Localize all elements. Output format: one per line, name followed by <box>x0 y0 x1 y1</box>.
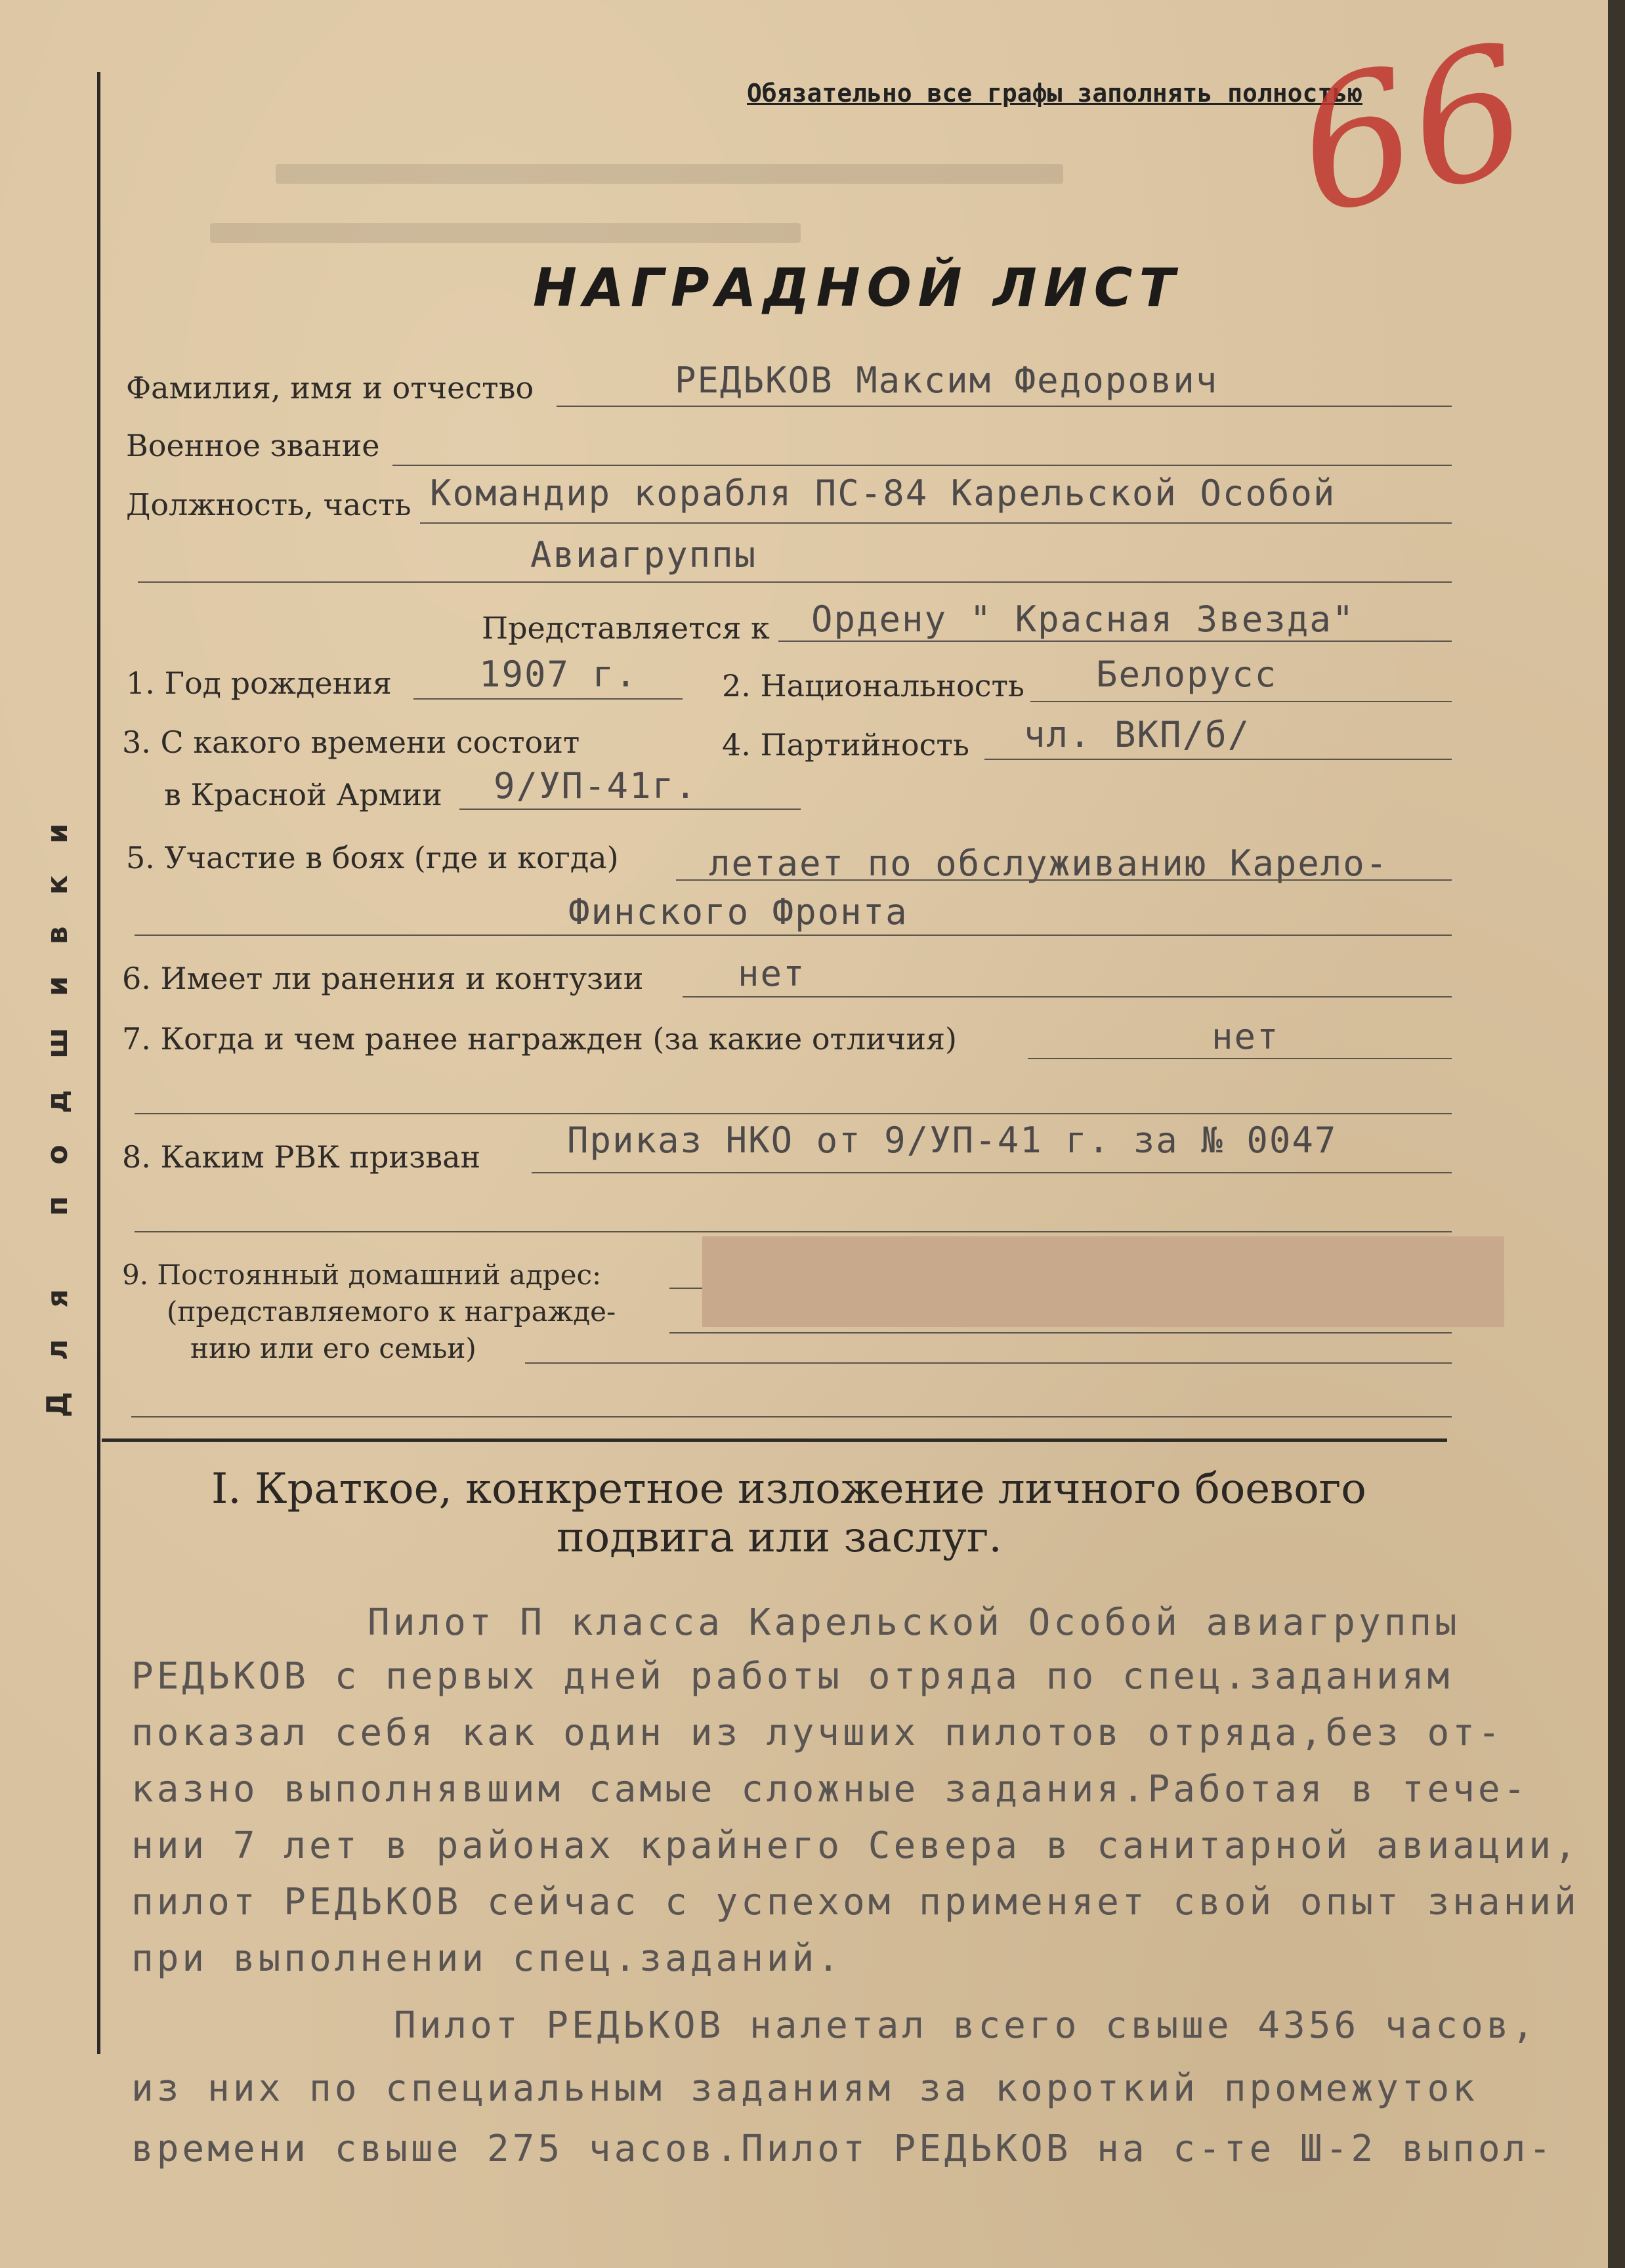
conscription-value: Приказ НКО от 9/УП-41 г. за № 0047 <box>567 1120 1338 1161</box>
nationality-label: 2. Национальность <box>722 668 1024 704</box>
party-underline <box>984 759 1452 760</box>
battles-value-line1: летает по обслуживанию Карело- <box>709 843 1389 884</box>
full-name-label: Фамилия, имя и отчество <box>126 370 534 406</box>
wounds-label: 6. Имеет ли ранения и контузии <box>122 961 644 996</box>
rank-label: Военное звание <box>126 428 380 463</box>
full-name-value: РЕДЬКОВ Максим Федорович <box>675 360 1219 401</box>
service-since-label-line2: в Красной Армии <box>164 777 442 812</box>
scan-edge <box>1608 0 1625 2268</box>
nationality-underline <box>1030 701 1452 702</box>
nationality-value: Белорусс <box>1096 654 1278 695</box>
party-label: 4. Партийность <box>722 727 969 763</box>
body-line: казно выполнявшим самые сложные задания.Работая в тече- <box>131 1768 1529 1811</box>
rank-underline <box>392 465 1452 466</box>
conscription-underline-2 <box>135 1231 1452 1232</box>
party-value: чл. ВКП/б/ <box>1024 714 1251 755</box>
conscription-underline-1 <box>532 1172 1452 1173</box>
body-line: нии 7 лет в районах крайнего Севера в санитарной авиации, <box>131 1824 1580 1867</box>
address-label-line2: (представляемого к награжде- <box>167 1295 616 1328</box>
birth-year-underline <box>413 698 683 700</box>
section-heading-line2: подвига или заслуг. <box>557 1513 1002 1562</box>
body-line: показал себя как один из лучших пилотов отряда,без от- <box>131 1712 1504 1754</box>
prior-awards-underline-1 <box>1028 1058 1452 1059</box>
birth-year-label: 1. Год рождения <box>126 665 392 701</box>
prior-awards-label: 7. Когда и чем ранее награжден (за какие отличия) <box>122 1021 957 1057</box>
body-line: при выполнении спец.заданий. <box>131 1937 843 1980</box>
wounds-value: нет <box>738 953 806 994</box>
bleed-through-mark <box>210 223 801 243</box>
address-redaction-box <box>702 1236 1504 1327</box>
archive-page-number: 66 <box>1280 5 1544 255</box>
binding-margin-label: Для подшивки <box>41 791 74 1418</box>
address-underline-2 <box>669 1332 1452 1334</box>
prior-awards-underline-2 <box>135 1113 1452 1114</box>
service-since-underline <box>459 808 801 810</box>
body-line: времени свыше 275 часов.Пилот РЕДЬКОВ на с-те Ш-2 выпол- <box>131 2128 1555 2170</box>
full-name-underline <box>557 406 1452 407</box>
section-heading-line1: I. Краткое, конкретное изложение личного боевого <box>211 1465 1366 1513</box>
address-label-line3: нию или его семьи) <box>190 1332 476 1364</box>
body-line: пилот РЕДЬКОВ сейчас с успехом применяет свой опыт знаний <box>131 1881 1580 1923</box>
position-underline-2 <box>138 581 1452 583</box>
service-since-value: 9/УП-41г. <box>494 765 698 807</box>
battles-underline-2 <box>135 934 1452 936</box>
service-since-label-line1: 3. С какого времени состоит <box>122 724 580 760</box>
battles-label: 5. Участие в боях (где и когда) <box>126 840 619 875</box>
section-divider <box>102 1438 1447 1442</box>
document-title: НАГРАДНОЙ ЛИСТ <box>533 257 1182 318</box>
body-line: из них по специальным заданиям за короткий промежуток <box>131 2067 1478 2110</box>
binding-margin-line <box>97 72 100 2054</box>
position-underline-1 <box>420 522 1452 524</box>
body-line: Пилот П класса Карельской Особой авиагруппы <box>368 1601 1460 1644</box>
body-line: Пилот РЕДЬКОВ налетал всего свыше 4356 часов, <box>394 2004 1538 2047</box>
address-underline-4 <box>131 1416 1452 1418</box>
conscription-label: 8. Каким РВК призван <box>122 1139 481 1175</box>
address-label-line1: 9. Постоянный домашний адрес: <box>122 1259 602 1291</box>
header-note: Обязательно все графы заполнять полностью <box>747 79 1362 108</box>
battles-value-line2: Финского Фронта <box>568 891 908 933</box>
body-line: РЕДЬКОВ с первых дней работы отряда по спец.заданиям <box>131 1655 1453 1698</box>
award-label: Представляется к <box>482 610 770 646</box>
address-underline-3 <box>525 1362 1452 1364</box>
position-label: Должность, часть <box>126 487 412 522</box>
battles-underline-1 <box>676 879 1452 881</box>
position-value-line2: Авиагруппы <box>530 534 757 576</box>
birth-year-value: 1907 г. <box>479 654 638 695</box>
prior-awards-value: нет <box>1212 1016 1280 1057</box>
bleed-through-mark <box>276 164 1063 184</box>
award-value: Ордену " Красная Звезда" <box>811 598 1355 640</box>
position-value-line1: Командир корабля ПС-84 Карельской Особой <box>430 472 1336 514</box>
wounds-underline <box>683 996 1452 998</box>
award-underline <box>778 640 1452 642</box>
